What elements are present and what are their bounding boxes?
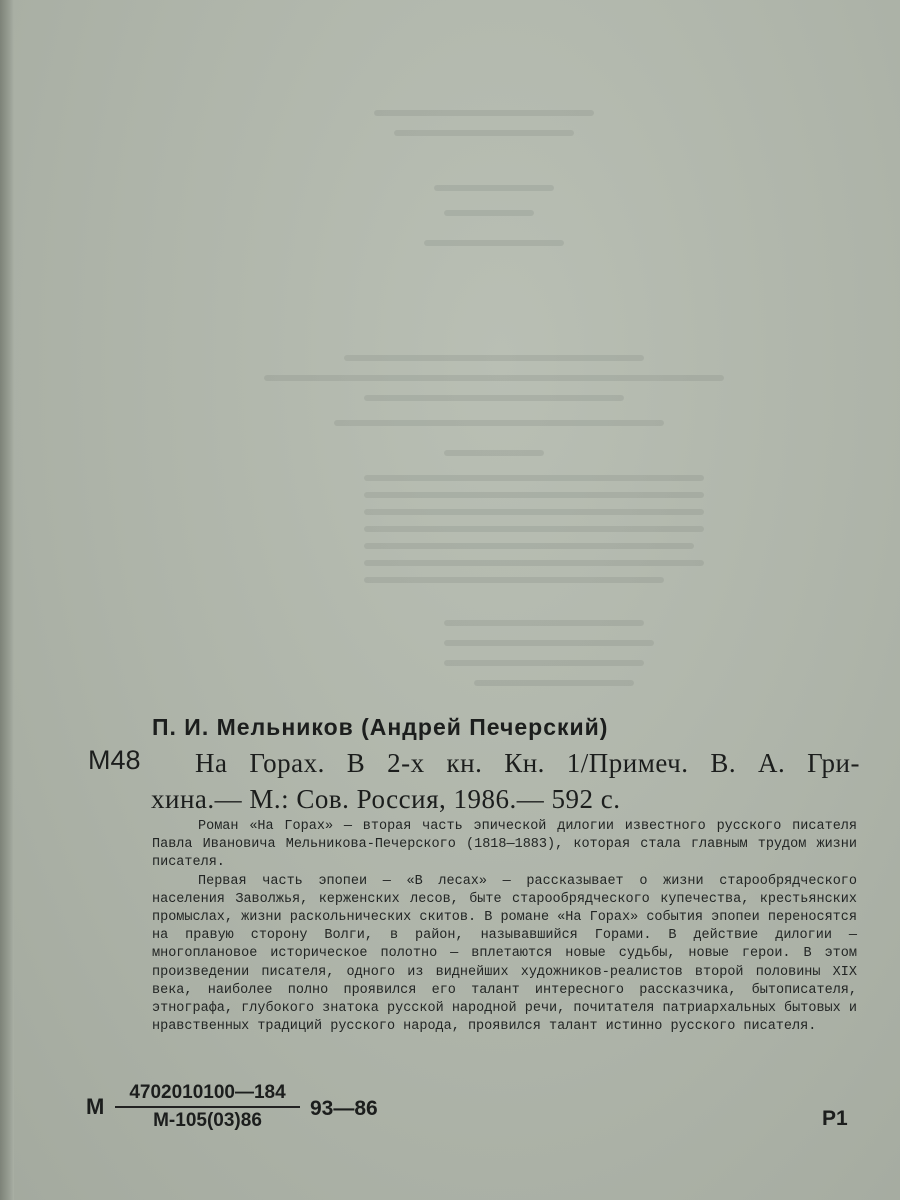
- bbk-numerator: 4702010100—184: [115, 1082, 300, 1108]
- book-spine-edge: [0, 0, 14, 1200]
- rubric-code: Р1: [822, 1107, 848, 1130]
- annotation-paragraph-1: Роман «На Горах» — вторая часть эпической дилогии известного русского писателя Павла Ивановича Мельникова-Печерского (1818—1883), которая стала главным трудом жизни писателя.: [152, 819, 857, 871]
- bbk-letter: М: [86, 1094, 105, 1119]
- annotation: [152, 818, 857, 1036]
- bbk-fraction: [115, 1082, 300, 1132]
- order-number: 93—86: [310, 1097, 378, 1120]
- bibliographic-description: [151, 745, 860, 817]
- author-heading: П. И. Мельников (Андрей Печерский): [152, 714, 609, 740]
- biblio-line-1: На Горах. В 2-х кн. Кн. 1/Примеч. В. А. Гри-: [195, 748, 860, 778]
- bbk-denominator: М-105(03)86: [153, 1110, 262, 1131]
- author-code: М48: [88, 745, 141, 775]
- show-through-text: [244, 80, 764, 720]
- annotation-paragraph-2: Первая часть эпопеи — «В лесах» — рассказывает о жизни старообрядческого населения Заволжья, керженских лесов, быте старообрядческого купечества, крестьянских промыслах, жизни раскольнических скитов. В романе «На Горах» события эпопеи переносятся на правую сторону Волги, в район, называвшийся Горами. В действие дилогии — многоплановое историческое полотно — вплетаются новые судьбы, новые герои. В этом произведении писателя, одного из виднейших художников-реалистов второй половины XIX века, наиболее полно проявился его талант интересного рассказчика, бытописателя, этнографа, глубокого знатока русской народной речи, почитателя патриархальных бытовых и нравственных традиций русского народа, проявился талант истинно русского писателя.: [152, 873, 857, 1035]
- biblio-line-2: хина.— М.: Сов. Россия, 1986.— 592 с.: [151, 784, 621, 814]
